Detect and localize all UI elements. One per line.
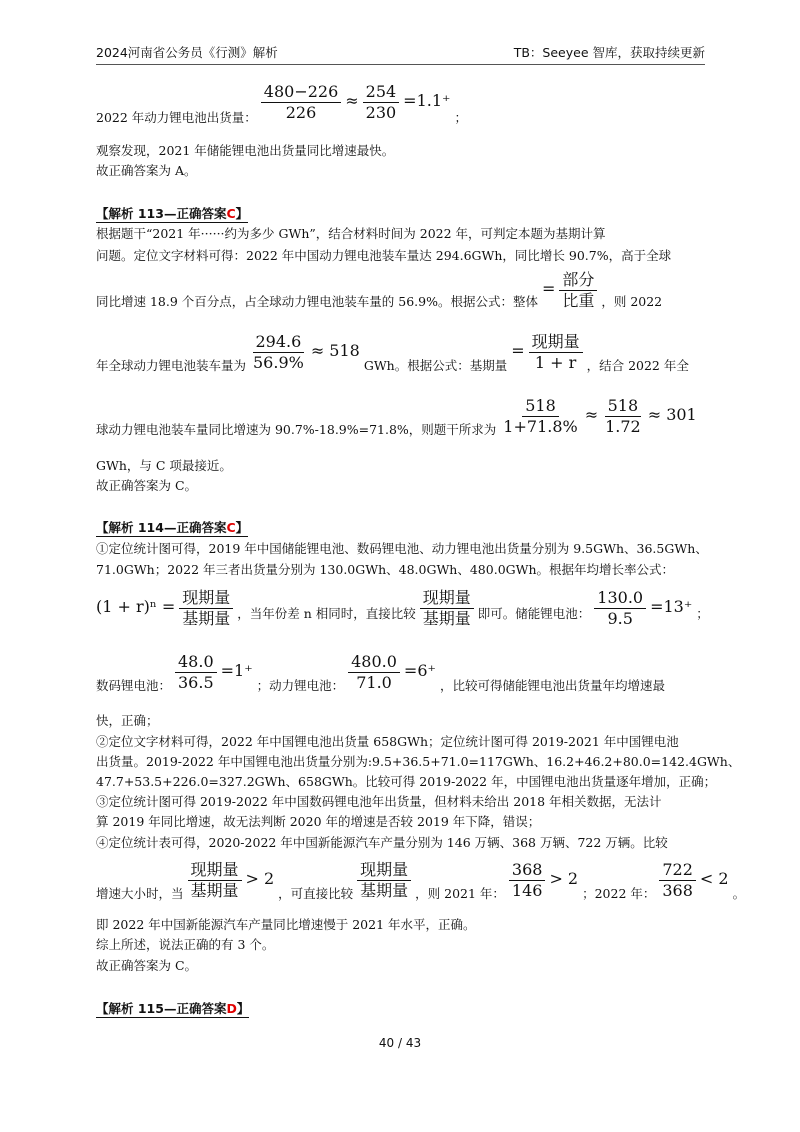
fraction: $\frac{254}{230}$ [363, 82, 400, 123]
fraction: $\frac{130.0}{9.5}$ [594, 588, 646, 629]
page-header [96, 40, 705, 65]
fraction: $\frac{\text{现期量}}{\text{基期量}}$ [188, 860, 242, 901]
formula-line-2022-power [96, 82, 467, 127]
answer-letter: C [226, 206, 236, 221]
formula-line: 增速大小时，当 $\frac{\text{现期量}}{\text{基期量}}$ > 2 ，可直接比较 $\frac{\text{现期量}}{\text{基期量}}$ ，则 2021 年： $\frac{368}{146}$ > 2 ；2022 年： $\frac{722}{368}$ < 2 。 [96, 860, 746, 901]
paragraph: 综上所述，说法正确的有 3 个。 [96, 937, 275, 952]
page-number: 40 / 43 [378, 1036, 422, 1050]
fraction: $\frac{480.0}{71.0}$ [348, 652, 400, 693]
answer-letter: D [226, 1001, 237, 1016]
fraction: $\frac{\text{现期量}}{\text{基期量}}$ [357, 860, 411, 901]
paragraph: ③定位统计图可得 2019-2022 年中国数码锂电池年出货量，但材料未给出 2018 年相关数据，无法计 [96, 794, 662, 809]
fraction: $\frac{518}{1+71.8\%}$ [503, 396, 578, 436]
paragraph: 故正确答案为 A。 [96, 163, 197, 178]
paragraph: 问题。定位文字材料可得：2022 年中国动力锂电池装车量达 294.6GWh，同比增长 90.7%，高于全球 [96, 248, 672, 263]
formula-line: 数码锂电池： $\frac{48.0}{36.5}$ =1⁺ ；动力锂电池： $\frac{480.0}{71.0}$ =6⁺ ，比较可得储能锂电池出货量年均增速最 [96, 652, 665, 693]
section-title-115: 【解析 115—正确答案D】 [96, 1001, 250, 1016]
fraction: $\frac{722}{368}$ [659, 860, 696, 901]
paragraph: 71.0GWh；2022 年三者出货量分别为 130.0GWh、48.0GWh、480.0GWh。根据年均增长率公式： [96, 562, 675, 577]
fraction: $\frac{518}{1.72}$ [605, 396, 641, 436]
paragraph: 算 2019 年同比增速，故无法判断 2020 年的增速是否较 2019 年下降，错误； [96, 814, 541, 829]
section-title-113: 【解析 113—正确答案C】 [96, 206, 249, 221]
paragraph: ②定位文字材料可得，2022 年中国锂电池出货量 658GWh；定位统计图可得 2019-2021 年中国锂电池 [96, 734, 679, 749]
formula-line: 年全球动力锂电池装车量为 $\frac{294.6}{56.9\%}$ ≈ 518 GWh。根据公式：基期量 = $\frac{\text{现期量}}{1 + r}$ ，结合 2022 年全 [96, 332, 689, 373]
result: =1.1⁺ [403, 91, 451, 110]
paragraph: ④定位统计表可得，2020-2022 年中国新能源汽车产量分别为 146 万辆、368 万辆、722 万辆。比较 [96, 835, 668, 850]
paragraph: 根据题干“2021 年······约为多少 GWh”，结合材料时间为 2022 年，可判定本题为基期计算 [96, 226, 606, 241]
paragraph: 故正确答案为 C。 [96, 958, 198, 973]
formula-line: 球动力锂电池装车量同比增速为 90.7%-18.9%=71.8%，则题干所求为 $\frac{518}{1+71.8\%}$ ≈ $\frac{518}{1.72}$ ≈ 301 [96, 396, 697, 437]
text: ； [454, 110, 467, 125]
fraction: $\frac{\text{部分}}{\text{比重}}$ [559, 270, 597, 311]
paragraph: 即 2022 年中国新能源汽车产量同比增速慢于 2021 年水平，正确。 [96, 917, 476, 932]
text: 2022 年动力锂电池出货量： [96, 110, 257, 125]
header-title: 2024河南省公务员《行测》解析 [96, 45, 278, 60]
fraction: $\frac{\text{现期量}}{1 + r}$ [529, 332, 583, 373]
fraction: $\frac{\text{现期量}}{\text{基期量}}$ [420, 588, 474, 629]
paragraph: GWh，与 C 项最接近。 [96, 458, 232, 473]
fraction: $\frac{368}{146}$ [509, 860, 546, 901]
paragraph: 快，正确； [96, 713, 159, 728]
formula-line: (1 + r)ⁿ = $\frac{\text{现期量}}{\text{基期量}}$ ，当年份差 n 相同时，直接比较 $\frac{\text{现期量}}{\text{基期量}}$ 即可。储能锂电池： $\frac{130.0}{9.5}$ =13⁺ ； [96, 588, 709, 628]
paragraph: 47.7+53.5+226.0=327.2GWh、658GWh。比较可得 2019-2022 年，中国锂电池出货量逐年增加，正确； [96, 774, 717, 789]
paragraph: 观察发现，2021 年储能锂电池出货量同比增速最快。 [96, 143, 395, 158]
fraction: $\frac{294.6}{56.9\%}$ [253, 332, 304, 372]
approx-sign: ≈ [345, 91, 359, 110]
answer-letter: C [226, 520, 236, 535]
paragraph: ①定位统计图可得，2019 年中国储能锂电池、数码锂电池、动力锂电池出货量分别为 9.5GWh、36.5GWh、 [96, 541, 708, 556]
paragraph: 故正确答案为 C。 [96, 478, 198, 493]
fraction: $\frac{480-226}{226}$ [261, 82, 341, 123]
formula-line: 同比增速 18.9 个百分点，占全球动力锂电池装车量的 56.9%。根据公式：整体 = $\frac{\text{部分}}{\text{比重}}$ ，则 2022 [96, 270, 663, 310]
fraction: $\frac{48.0}{36.5}$ [175, 652, 217, 693]
header-source: TB：Seeyee 智库，获取持续更新 [513, 45, 705, 60]
paragraph: 出货量。2019-2022 年中国锂电池出货量分别为:9.5+36.5+71.0=117GWh、16.2+46.2+80.0=142.4GWh、 [96, 754, 741, 769]
section-title-114: 【解析 114—正确答案C】 [96, 520, 249, 535]
fraction: $\frac{\text{现期量}}{\text{基期量}}$ [179, 588, 233, 629]
